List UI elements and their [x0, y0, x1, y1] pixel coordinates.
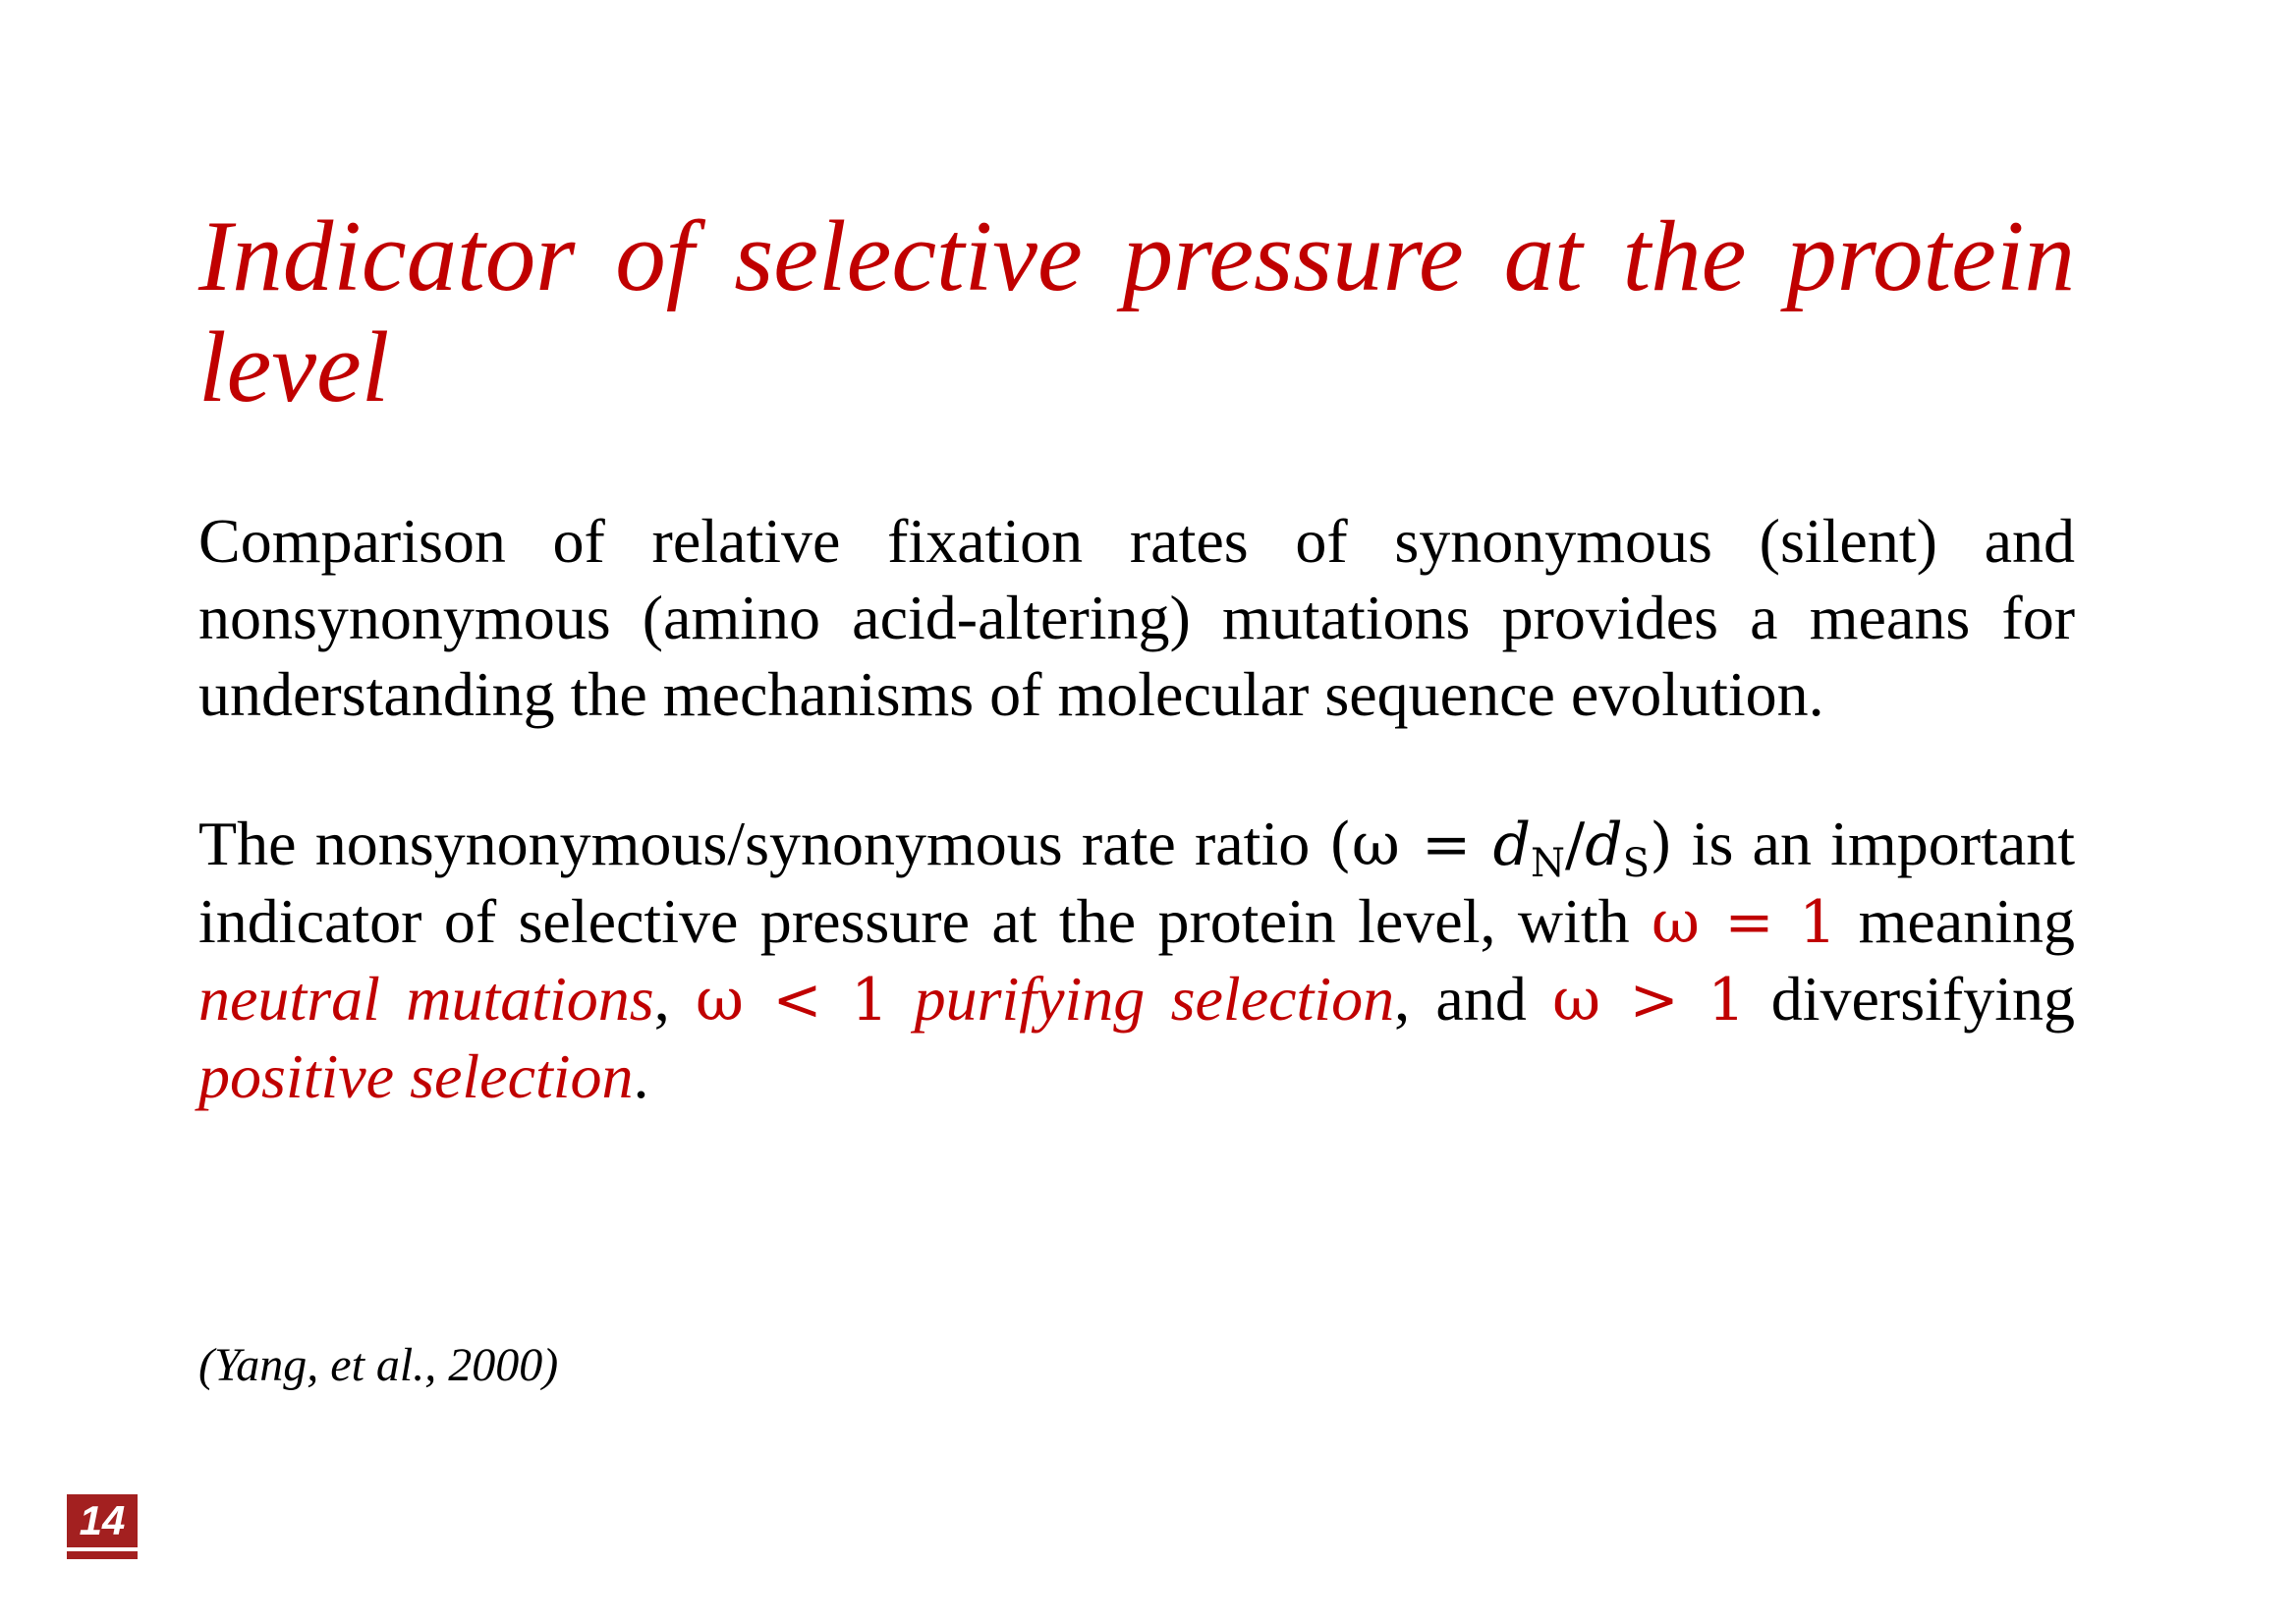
ds-variable: d	[1585, 811, 1623, 879]
formula-open: (ω =	[1328, 811, 1493, 879]
formula-slash: /	[1565, 811, 1586, 879]
omega-equal-one: ω = 1	[1652, 888, 1837, 957]
omega-less-than-one: ω < 1	[696, 966, 889, 1035]
indicator-text: is an important indicator of selective pressure at the protein level, with	[198, 809, 2076, 956]
citation: (Yang, et al., 2000)	[198, 1339, 559, 1391]
formula-close: )	[1650, 811, 1673, 879]
omega-greater-than-one: ω > 1	[1552, 966, 1746, 1035]
omega-formula	[1328, 811, 1673, 886]
comma-and-text: , and	[1394, 964, 1553, 1034]
page-number-badge: 14	[67, 1494, 138, 1551]
comma-text: ,	[653, 964, 697, 1034]
slide-title: Indicator of selective pressure at the protein level	[198, 200, 2075, 423]
paragraph-fixation-rates: Comparison of relative fixation rates of synonymous (silent) and nonsynonymous (amino acid-altering) mutations provides a means for understanding the mechanisms of molecular sequence evolution.	[198, 506, 2075, 729]
paragraph-rate-ratio	[198, 806, 2075, 1115]
neutral-mutations-term: neutral mutations	[198, 964, 654, 1034]
diversifying-text: diversifying	[1745, 964, 2075, 1034]
ds-subscript: S	[1622, 841, 1651, 886]
purifying-selection-term: purifying selection	[914, 964, 1395, 1034]
dn-subscript: N	[1531, 841, 1566, 886]
meaning-text: meaning	[1836, 886, 2075, 956]
space-text	[888, 964, 914, 1034]
ratio-intro-text: The nonsynonymous/synonymous rate ratio	[198, 809, 1329, 878]
positive-selection-term: positive selection	[198, 1041, 634, 1111]
period-text: .	[633, 1041, 649, 1111]
dn-variable: d	[1492, 811, 1532, 879]
